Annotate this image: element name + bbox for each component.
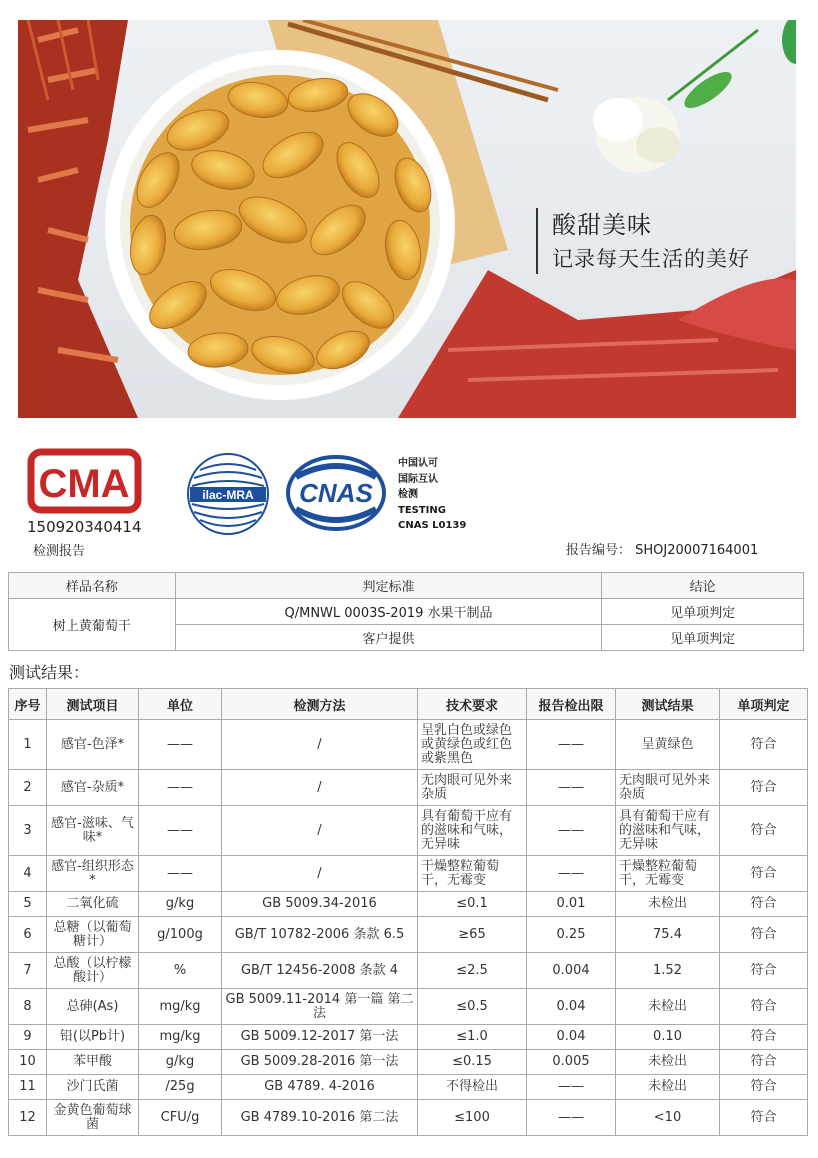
requirement-cell: 不得检出	[418, 1075, 527, 1100]
unit-cell: /25g	[139, 1075, 222, 1100]
requirement-cell: ≤0.1	[418, 892, 527, 917]
test-method-cell: GB 4789. 4-2016	[222, 1075, 418, 1100]
hero-banner	[18, 20, 796, 418]
results-row	[9, 1075, 808, 1100]
requirement-cell: ≤1.0	[418, 1025, 527, 1050]
test-result-cell: 未检出	[616, 892, 720, 917]
results-row	[9, 1050, 808, 1075]
results-row	[9, 917, 808, 953]
summary-header-cell: 结论	[602, 573, 804, 599]
unit-cell: g/kg	[139, 1050, 222, 1075]
sample-name-cell: 树上黄葡萄干	[9, 599, 176, 651]
unit-cell: ——	[139, 720, 222, 770]
row-number-cell: 7	[9, 953, 47, 989]
results-header-cell: 序号	[9, 689, 47, 720]
summary-header-cell: 判定标准	[175, 573, 601, 599]
test-method-cell: GB/T 10782-2006 条款 6.5	[222, 917, 418, 953]
detection-limit-cell: ——	[527, 1100, 616, 1136]
results-body	[9, 720, 808, 1136]
unit-cell: mg/kg	[139, 1025, 222, 1050]
test-result-cell: 无肉眼可见外来杂质	[616, 770, 720, 806]
test-method-cell: /	[222, 856, 418, 892]
test-item-cell: 感官-色泽*	[47, 720, 139, 770]
cnas-logo	[286, 455, 386, 531]
verdict-cell: 符合	[720, 1050, 808, 1075]
test-method-cell: /	[222, 720, 418, 770]
verdict-cell: 符合	[720, 720, 808, 770]
results-row	[9, 989, 808, 1025]
verdict-cell: 符合	[720, 917, 808, 953]
unit-cell: %	[139, 953, 222, 989]
detection-limit-cell: ——	[527, 856, 616, 892]
test-result-cell: 未检出	[616, 989, 720, 1025]
detection-limit-cell: 0.004	[527, 953, 616, 989]
results-header-cell: 检测方法	[222, 689, 418, 720]
detection-limit-cell: ——	[527, 720, 616, 770]
test-item-cell: 铅(以Pb计)	[47, 1025, 139, 1050]
requirement-cell: 无肉眼可见外来杂质	[418, 770, 527, 806]
test-method-cell: /	[222, 806, 418, 856]
cnas-text-line: 检测	[398, 489, 418, 500]
row-number-cell: 12	[9, 1100, 47, 1136]
test-method-cell: GB 5009.28-2016 第一法	[222, 1050, 418, 1075]
detection-limit-cell: ——	[527, 770, 616, 806]
results-header-cell: 报告检出限	[527, 689, 616, 720]
row-number-cell: 4	[9, 856, 47, 892]
row-number-cell: 10	[9, 1050, 47, 1075]
requirement-cell: ≥65	[418, 917, 527, 953]
detection-limit-cell: 0.04	[527, 1025, 616, 1050]
results-row	[9, 953, 808, 989]
report-number	[566, 539, 758, 558]
results-table	[8, 688, 808, 1136]
test-item-cell: 总糖（以葡萄糖计）	[47, 917, 139, 953]
results-row	[9, 770, 808, 806]
row-number-cell: 9	[9, 1025, 47, 1050]
detection-limit-cell: ——	[527, 1075, 616, 1100]
row-number-cell: 2	[9, 770, 47, 806]
results-row	[9, 720, 808, 770]
cnas-logo-text: CNAS	[299, 478, 373, 508]
verdict-cell: 符合	[720, 1075, 808, 1100]
test-result-cell: 呈黄绿色	[616, 720, 720, 770]
detection-limit-cell: 0.01	[527, 892, 616, 917]
test-result-cell: 具有葡萄干应有的滋味和气味，无异味	[616, 806, 720, 856]
results-header-cell: 技术要求	[418, 689, 527, 720]
verdict-cell: 符合	[720, 892, 808, 917]
test-item-cell: 感官-杂质*	[47, 770, 139, 806]
detection-limit-cell: 0.005	[527, 1050, 616, 1075]
results-row	[9, 892, 808, 917]
flower	[593, 20, 796, 173]
cnas-accreditation-text	[398, 456, 466, 534]
test-result-cell: 75.4	[616, 917, 720, 953]
test-item-cell: 金黄色葡萄球菌	[47, 1100, 139, 1136]
report-number-value: SHOJ20007164001	[635, 543, 759, 558]
results-header-cell: 测试项目	[47, 689, 139, 720]
test-item-cell: 感官-滋味、气味*	[47, 806, 139, 856]
results-header-cell: 单位	[139, 689, 222, 720]
test-item-cell: 总砷(As)	[47, 989, 139, 1025]
standard-cell: 客户提供	[175, 625, 601, 651]
test-item-cell: 感官-组织形态*	[47, 856, 139, 892]
verdict-cell: 符合	[720, 1100, 808, 1136]
ilac-logo-text: ilac-MRA	[202, 488, 254, 502]
unit-cell: g/kg	[139, 892, 222, 917]
slogan-main: 酸甜美味	[552, 211, 652, 239]
verdict-cell: 符合	[720, 770, 808, 806]
cnas-text-line: TESTING	[398, 504, 446, 516]
results-row	[9, 856, 808, 892]
test-method-cell: /	[222, 770, 418, 806]
verdict-cell: 符合	[720, 953, 808, 989]
cnas-text-line: 中国认可	[398, 458, 438, 469]
verdict-cell: 符合	[720, 1025, 808, 1050]
detection-limit-cell: 0.04	[527, 989, 616, 1025]
test-item-cell: 总酸（以柠檬酸计）	[47, 953, 139, 989]
test-result-cell: 未检出	[616, 1075, 720, 1100]
cma-logo-text: CMA	[38, 462, 130, 506]
test-result-cell: <10	[616, 1100, 720, 1136]
test-result-cell: 0.10	[616, 1025, 720, 1050]
unit-cell: ——	[139, 806, 222, 856]
requirement-cell: ≤2.5	[418, 953, 527, 989]
test-result-cell: 未检出	[616, 1050, 720, 1075]
results-row	[9, 1025, 808, 1050]
cnas-text-line: 国际互认	[398, 473, 438, 485]
verdict-cell: 符合	[720, 989, 808, 1025]
row-number-cell: 5	[9, 892, 47, 917]
cma-number: 150920340414	[27, 518, 142, 536]
requirement-cell: ≤100	[418, 1100, 527, 1136]
requirement-cell: 干燥整粒葡萄干，无霉变	[418, 856, 527, 892]
results-row	[9, 1100, 808, 1136]
requirement-cell: ≤0.15	[418, 1050, 527, 1075]
unit-cell: CFU/g	[139, 1100, 222, 1136]
test-method-cell: GB/T 12456-2008 条款 4	[222, 953, 418, 989]
conclusion-cell: 见单项判定	[602, 599, 804, 625]
results-header-cell: 单项判定	[720, 689, 808, 720]
requirement-cell: 具有葡萄干应有的滋味和气味，无异味	[418, 806, 527, 856]
conclusion-cell: 见单项判定	[602, 625, 804, 651]
cnas-text-line: CNAS L0139	[398, 520, 467, 531]
verdict-cell: 符合	[720, 856, 808, 892]
results-header-row	[9, 689, 808, 720]
detection-limit-cell: ——	[527, 806, 616, 856]
slogan-block	[536, 208, 750, 274]
verdict-cell: 符合	[720, 806, 808, 856]
summary-row	[9, 599, 804, 625]
cma-logo	[27, 448, 142, 514]
standard-cell: Q/MNWL 0003S-2019 水果干制品	[175, 599, 601, 625]
test-result-cell: 1.52	[616, 953, 720, 989]
test-method-cell: GB 4789.10-2016 第二法	[222, 1100, 418, 1136]
unit-cell: ——	[139, 856, 222, 892]
row-number-cell: 3	[9, 806, 47, 856]
summary-table	[8, 572, 804, 651]
test-item-cell: 苯甲酸	[47, 1050, 139, 1075]
row-number-cell: 8	[9, 989, 47, 1025]
unit-cell: g/100g	[139, 917, 222, 953]
cma-caption: 检测报告	[33, 544, 86, 559]
ilac-mra-logo	[186, 452, 270, 536]
unit-cell: ——	[139, 770, 222, 806]
test-result-cell: 干燥整粒葡萄干，无霉变	[616, 856, 720, 892]
row-number-cell: 11	[9, 1075, 47, 1100]
results-row	[9, 806, 808, 856]
slogan-sub: 记录每天生活的美好	[552, 247, 750, 271]
requirement-cell: ≤0.5	[418, 989, 527, 1025]
test-method-cell: GB 5009.12-2017 第一法	[222, 1025, 418, 1050]
detection-limit-cell: 0.25	[527, 917, 616, 953]
test-item-cell: 沙门氏菌	[47, 1075, 139, 1100]
summary-header-row	[9, 573, 804, 599]
report-number-label: 报告编号：	[566, 543, 632, 558]
requirement-cell: 呈乳白色或绿色或黄绿色或红色或紫黑色	[418, 720, 527, 770]
summary-header-cell: 样品名称	[9, 573, 176, 599]
test-method-cell: GB 5009.34-2016	[222, 892, 418, 917]
row-number-cell: 6	[9, 917, 47, 953]
unit-cell: mg/kg	[139, 989, 222, 1025]
results-title: 测试结果：	[9, 663, 90, 682]
test-method-cell: GB 5009.11-2014 第一篇 第二法	[222, 989, 418, 1025]
test-item-cell: 二氧化硫	[47, 892, 139, 917]
results-header-cell: 测试结果	[616, 689, 720, 720]
row-number-cell: 1	[9, 720, 47, 770]
